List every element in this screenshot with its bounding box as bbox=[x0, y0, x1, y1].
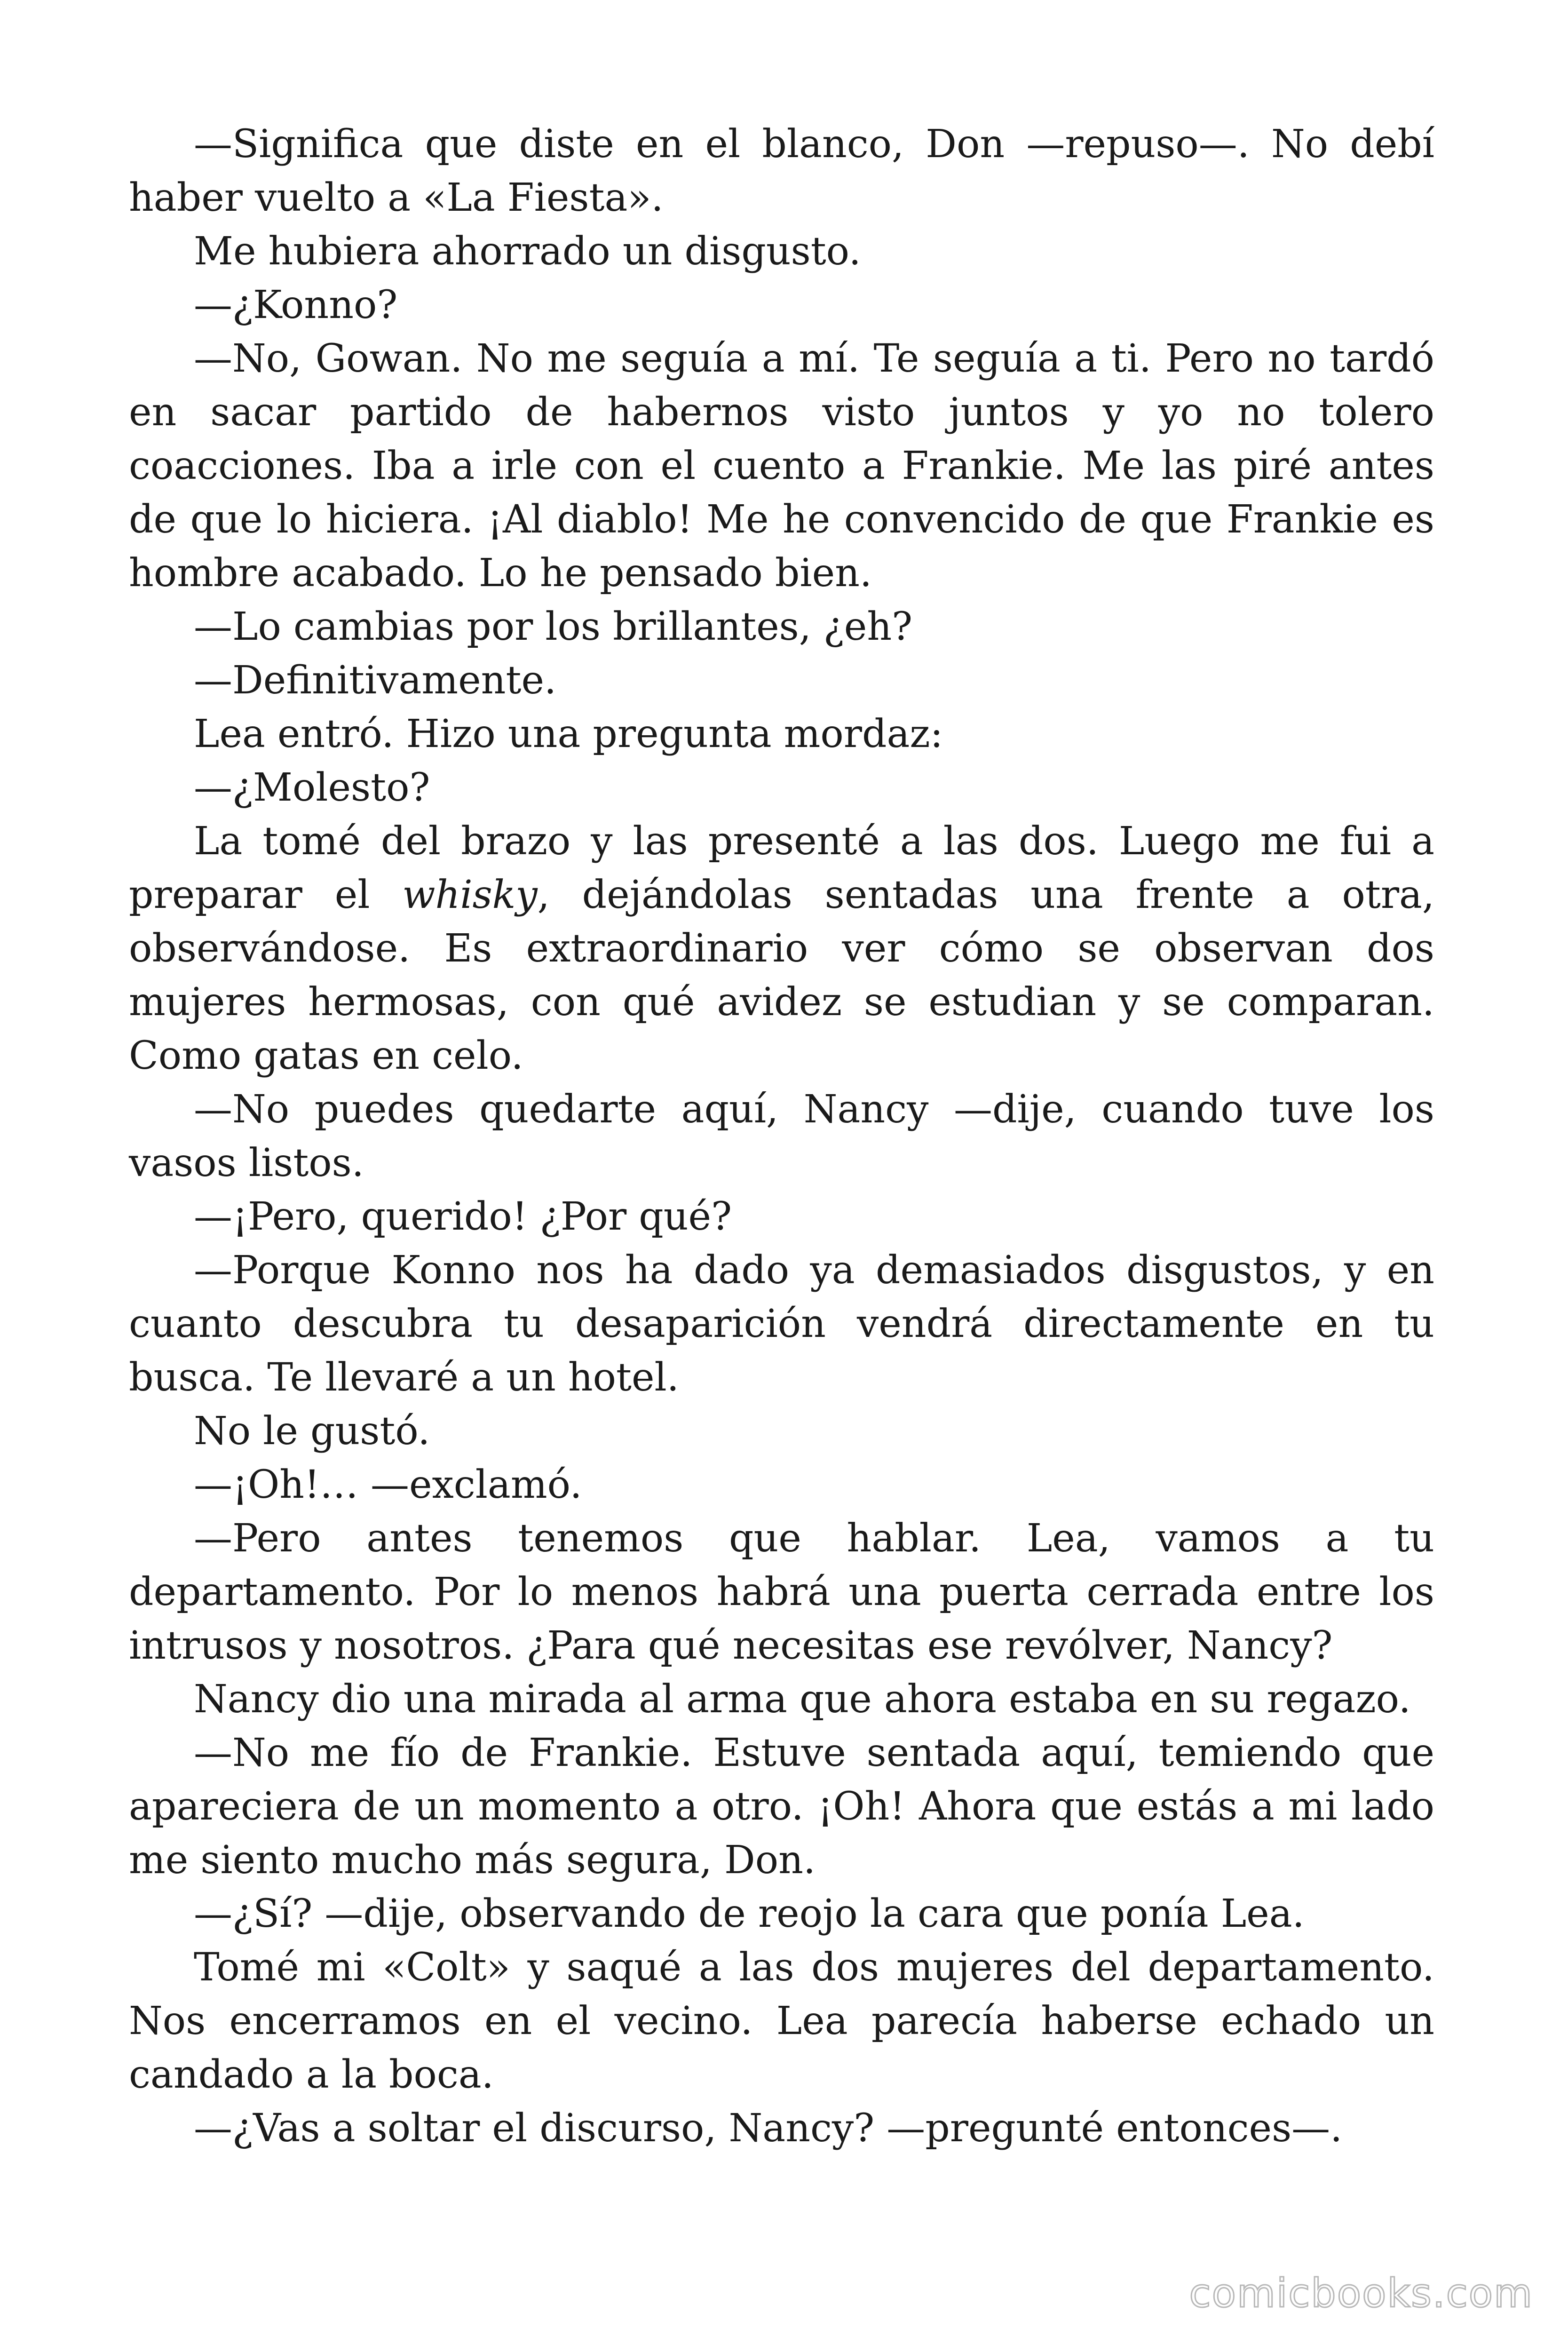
paragraph: —Definitivamente. bbox=[194, 658, 557, 703]
body-text bbox=[129, 118, 1434, 2155]
paragraph: Tomé mi «Colt» y saqué a las dos mujeres del departamento. Nos encerramos en el vecino. Lea parecía haberse echado un candado a la boca. bbox=[129, 1945, 1434, 2097]
paragraph: —¡Oh!… —exclamó. bbox=[194, 1462, 582, 1507]
paragraph: —¿Sí? —dije, observando de reojo la cara que ponía Lea. bbox=[194, 1891, 1305, 1936]
paragraph: —¿Konno? bbox=[194, 283, 398, 327]
paragraph: —¿Molesto? bbox=[194, 765, 430, 810]
paragraph: Lea entró. Hizo una pregunta mordaz: bbox=[194, 712, 943, 756]
paragraph: —No me fío de Frankie. Estuve sentada aquí, temiendo que apareciera de un momento a otro. ¡Oh! Ahora que estás a mi lado me siento mucho más segura, Don. bbox=[129, 1731, 1434, 1883]
paragraph bbox=[129, 815, 1434, 1083]
paragraph: —¡Pero, querido! ¿Por qué? bbox=[194, 1194, 732, 1239]
paragraph-text: , dejándolas sentadas una frente a otra, observándose. Es extraordinario ver cómo se observan dos mujeres hermosas, con qué avidez se estudian y se comparan. Como gatas en celo. bbox=[129, 873, 1434, 1078]
paragraph: —¿Vas a soltar el discurso, Nancy? —pregunté entonces—. bbox=[194, 2106, 1343, 2151]
paragraph: —No, Gowan. No me seguía a mí. Te seguía a ti. Pero no tardó en sacar partido de habernos visto juntos y yo no tolero coacciones. Iba a irle con el cuento a Frankie. Me las piré antes de que lo hiciera. ¡Al diablo! Me he convencido de que Frankie es hombre acabado. Lo he pensado bien. bbox=[129, 336, 1434, 596]
paragraph: —Lo cambias por los brillantes, ¿eh? bbox=[194, 604, 913, 649]
paragraph: —Pero antes tenemos que hablar. Lea, vamos a tu departamento. Por lo menos habrá una puerta cerrada entre los intrusos y nosotros. ¿Para qué necesitas ese revólver, Nancy? bbox=[129, 1516, 1434, 1668]
watermark: comicbooks.com bbox=[1189, 2270, 1533, 2316]
paragraph: Me hubiera ahorrado un disgusto. bbox=[194, 229, 861, 274]
paragraph: Nancy dio una mirada al arma que ahora estaba en su regazo. bbox=[194, 1677, 1411, 1722]
paragraph-text: La tomé del brazo y las presenté a las dos. Luego me fui a preparar el bbox=[129, 819, 1434, 917]
paragraph: —Porque Konno nos ha dado ya demasiados disgustos, y en cuanto descubra tu desaparición vendrá directamente en tu busca. Te llevaré a un hotel. bbox=[129, 1248, 1434, 1400]
italic-term: whisky bbox=[402, 873, 538, 917]
paragraph: —No puedes quedarte aquí, Nancy —dije, cuando tuve los vasos listos. bbox=[129, 1087, 1434, 1185]
paragraph: —Significa que diste en el blanco, Don —repuso—. No debí haber vuelto a «La Fiesta». bbox=[129, 122, 1434, 220]
paragraph: No le gustó. bbox=[194, 1409, 430, 1454]
